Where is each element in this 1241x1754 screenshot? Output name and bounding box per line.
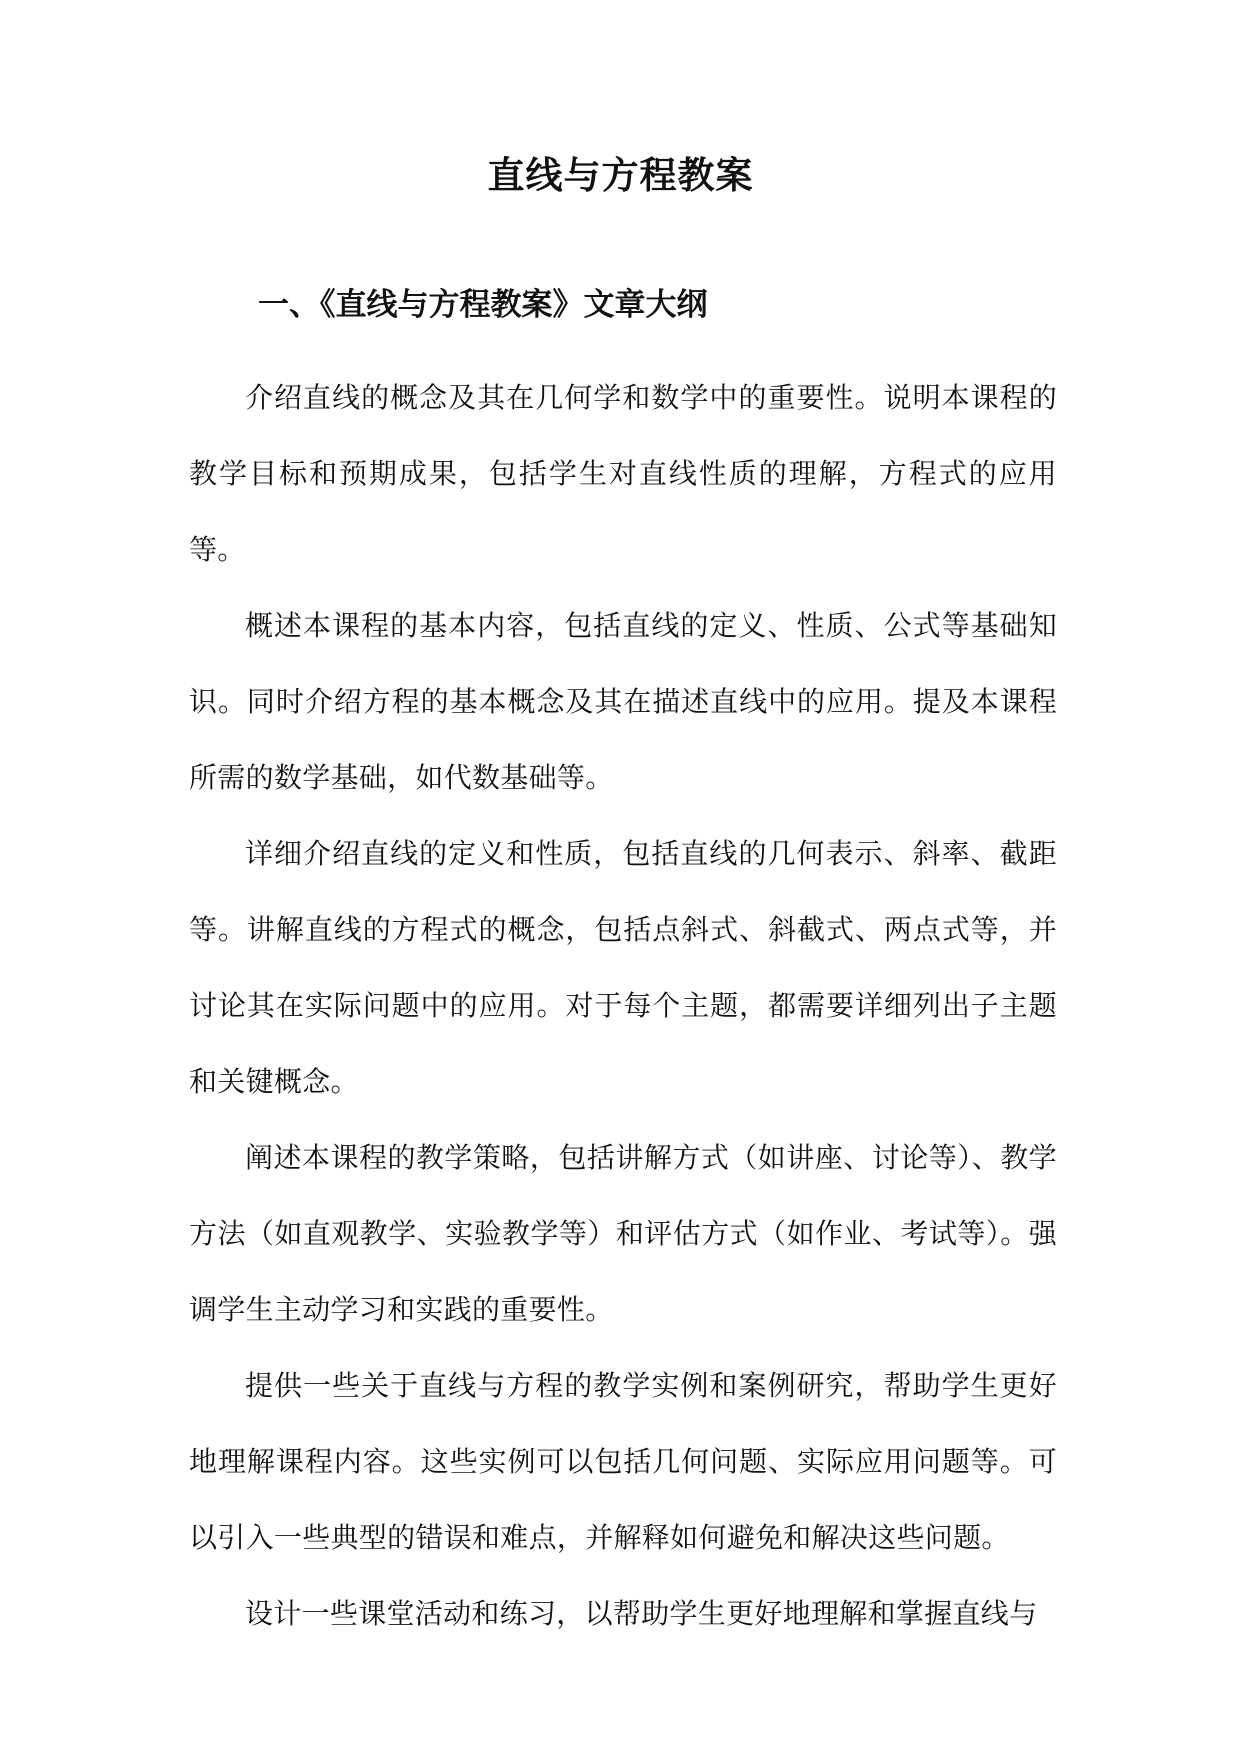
document-body <box>189 360 1057 1652</box>
paragraph-1: 介绍直线的概念及其在几何学和数学中的重要性。说明本课程的教学目标和预期成果，包括学生对直线性质的理解，方程式的应用等。 <box>189 381 1057 566</box>
paragraph-4: 阐述本课程的教学策略，包括讲解方式（如讲座、讨论等）、教学方法（如直观教学、实验教学等）和评估方式（如作业、考试等）。强调学生主动学习和实践的重要性。 <box>189 1141 1057 1326</box>
document-title: 直线与方程教案 <box>487 153 754 197</box>
section-heading: 一、《直线与方程教案》文章大纲 <box>258 287 708 323</box>
paragraph-2: 概述本课程的基本内容，包括直线的定义、性质、公式等基础知识。同时介绍方程的基本概念及其在描述直线中的应用。提及本课程所需的数学基础，如代数基础等。 <box>189 609 1057 794</box>
paragraph-5: 提供一些关于直线与方程的教学实例和案例研究，帮助学生更好地理解课程内容。这些实例可以包括几何问题、实际应用问题等。可以引入一些典型的错误和难点，并解释如何避免和解决这些问题。 <box>189 1369 1057 1554</box>
paragraph-6: 设计一些课堂活动和练习，以帮助学生更好地理解和掌握直线与 <box>245 1597 1038 1630</box>
paragraph-3: 详细介绍直线的定义和性质，包括直线的几何表示、斜率、截距等。讲解直线的方程式的概念，包括点斜式、斜截式、两点式等，并讨论其在实际问题中的应用。对于每个主题，都需要详细列出子主题和关键概念。 <box>189 837 1057 1098</box>
